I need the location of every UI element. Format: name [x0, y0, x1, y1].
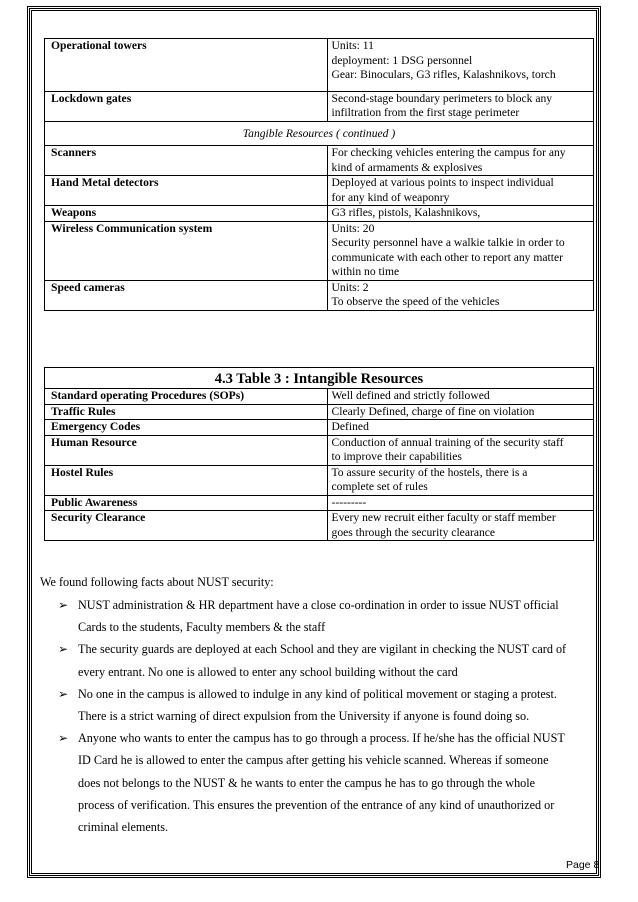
description-line: ---------: [331, 495, 367, 509]
list-item: [58, 638, 598, 682]
resource-description: [327, 206, 593, 222]
resource-description: [327, 146, 593, 176]
description-line: within no time: [331, 265, 400, 278]
description-line: Deployed at various points to inspect individual: [331, 176, 554, 189]
table-row: [45, 206, 594, 222]
bullet-line: criminal elements.: [78, 820, 169, 835]
description-line: Units: 2: [331, 280, 369, 294]
resource-description: [327, 280, 593, 310]
description-line: Conduction of annual training of the security staff: [331, 435, 564, 449]
description-line: goes through the security clearance: [331, 525, 496, 539]
arrow-bullet-icon: ➢: [58, 598, 69, 612]
resource-name: Scanners: [45, 146, 328, 176]
table-row: [45, 221, 594, 280]
bullet-line: No one in the campus is allowed to indulge in any kind of political movement or staging a protest.: [78, 686, 557, 701]
table-row: [45, 420, 594, 436]
bullet-line: Anyone who wants to enter the campus has to go through a process. If he/she has the official NUST: [78, 731, 565, 746]
resource-name: Standard operating Procedures (SOPs): [45, 389, 328, 405]
table-row: [45, 435, 594, 465]
bullet-line: There is a strict warning of direct expulsion from the University if anyone is found doing so.: [78, 709, 530, 724]
list-item: [58, 683, 598, 727]
resource-description: [327, 420, 593, 436]
description-line: For checking vehicles entering the campus for any: [331, 146, 566, 159]
description-line: to improve their capabilities: [331, 450, 462, 463]
description-line: Second-stage boundary perimeters to block any: [331, 91, 553, 105]
description-line: Security personnel have a walkie talkie in order to: [331, 236, 565, 249]
resource-description: [327, 91, 593, 121]
bullet-line: does not belongs to the NUST & he wants to enter the campus he has to go through the whole: [78, 775, 536, 790]
arrow-bullet-icon: ➢: [58, 731, 69, 746]
resource-name: Wireless Communication system: [45, 221, 328, 280]
description-line: complete set of rules: [331, 480, 428, 493]
table-row: [45, 511, 594, 541]
table-row: [45, 91, 594, 121]
resource-description: [327, 39, 593, 92]
arrow-bullet-icon: ➢: [58, 686, 69, 701]
description-line: communicate with each other to report any matter: [331, 250, 563, 264]
resource-name: Weapons: [45, 206, 328, 222]
bullet-line: Cards to the students, Faculty members & the staff: [78, 620, 326, 635]
section-label: Tangible Resources ( continued ): [45, 121, 594, 146]
description-line: To assure security of the hostels, there is a: [331, 465, 528, 479]
resource-name: Hand Metal detectors: [45, 176, 328, 206]
description-line: To observe the speed of the vehicles: [331, 295, 500, 308]
page-number: Page 8: [566, 859, 600, 871]
description-line: Clearly Defined, charge of fine on violation: [331, 404, 535, 418]
resource-description: [327, 404, 593, 420]
resource-name: Security Clearance: [45, 511, 328, 541]
description-line: kind of armaments & explosives: [331, 160, 483, 174]
resource-name: Hostel Rules: [45, 465, 328, 495]
list-item: [58, 594, 598, 638]
table-row: [45, 280, 594, 310]
resource-description: [327, 221, 593, 280]
table-row: [45, 146, 594, 176]
table-row: [45, 465, 594, 495]
table-row: [45, 495, 594, 511]
list-item: [58, 727, 598, 838]
resource-name: Traffic Rules: [45, 404, 328, 420]
intangible-resources-table: [44, 367, 594, 541]
description-line: infiltration from the first stage perimeter: [331, 106, 520, 119]
resource-name: Speed cameras: [45, 280, 328, 310]
tangible-resources-table: [44, 38, 594, 311]
table-row: [45, 176, 594, 206]
facts-list: [58, 594, 598, 838]
resource-name: Human Resource: [45, 435, 328, 465]
resource-description: [327, 435, 593, 465]
table-title-row: [45, 368, 594, 389]
description-line: Gear: Binoculars, G3 rifles, Kalashnikovs, torch: [331, 68, 556, 81]
table-row: [45, 389, 594, 405]
resource-description: [327, 176, 593, 206]
bullet-line: every entrant. No one is allowed to enter any school building without the card: [78, 664, 458, 679]
resource-name: Emergency Codes: [45, 420, 328, 436]
description-line: Units: 11: [331, 39, 374, 52]
resource-description: [327, 465, 593, 495]
resource-description: [327, 389, 593, 405]
description-line: Units: 20: [331, 221, 375, 235]
description-line: G3 rifles, pistols, Kalashnikovs,: [331, 206, 481, 219]
description-line: Defined: [331, 420, 369, 433]
bullet-line: The security guards are deployed at each School and they are vigilant in checking the NUST card of: [78, 642, 567, 657]
resource-description: [327, 495, 593, 511]
table-row: [45, 39, 594, 92]
description-line: Every new recruit either faculty or staff member: [331, 511, 556, 524]
table-row: [45, 404, 594, 420]
arrow-bullet-icon: ➢: [58, 642, 69, 657]
intro-paragraph: We found following facts about NUST security:: [40, 575, 274, 589]
resource-name: Operational towers: [45, 39, 328, 92]
description-line: Well defined and strictly followed: [331, 389, 490, 402]
resource-description: [327, 511, 593, 541]
bullet-line: ID Card he is allowed to enter the campus after getting his vehicle scanned. Whereas if someone: [78, 753, 549, 768]
resource-name: Public Awareness: [45, 495, 328, 511]
description-line: deployment: 1 DSG personnel: [331, 53, 473, 67]
table-title: 4.3 Table 3 : Intangible Resources: [45, 368, 594, 389]
description-line: for any kind of weaponry: [331, 190, 450, 204]
resource-name: Lockdown gates: [45, 91, 328, 121]
bullet-line: NUST administration & HR department have a close co-ordination in order to issue NUST official: [78, 598, 559, 612]
bullet-line: process of verification. This ensures the prevention of the entrance of any kind of unauthorized or: [78, 797, 555, 812]
table-section-row: [45, 121, 594, 146]
